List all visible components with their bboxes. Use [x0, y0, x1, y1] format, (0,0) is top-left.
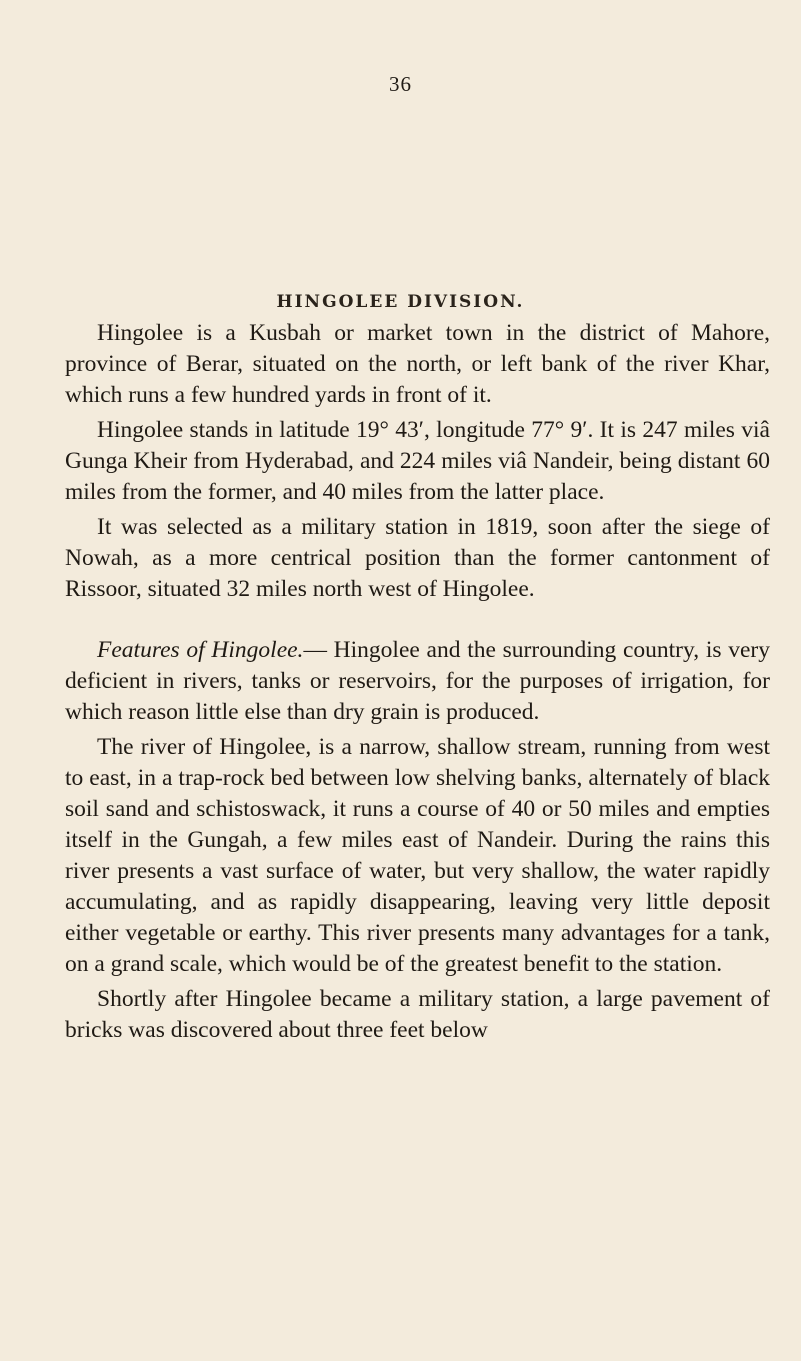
paragraph-location-text: Hingolee stands in latitude 19° 43′, longitude 77° 9′. It is 247 miles viâ Gunga Kheir from Hyderabad, and 224 miles viâ Nandeir, being distant 60 miles from the former, and 40 miles from the latter place.: [65, 417, 770, 505]
paragraph-bricks: [65, 984, 770, 1046]
body-text: [65, 318, 770, 1050]
paragraph-intro-text: Hingolee is a Kusbah or market town in the district of Mahore, province of Berar, situated on the north, or left bank of the river Khar, which runs a few hundred yards in front of it.: [65, 320, 770, 408]
paragraph-features: [65, 635, 770, 728]
paragraph-features-lead: Features of Hingolee.: [97, 637, 304, 663]
paragraph-history-text: It was selected as a military station in 1819, soon after the siege of Nowah, as a more centrical position than the former cantonment of Rissoor, situated 32 miles north west of Hingolee.: [65, 514, 770, 602]
section-heading: HINGOLEE DIVISION.: [276, 292, 525, 312]
paragraph-history: [65, 512, 770, 605]
paragraph-location: [65, 415, 770, 508]
paragraph-river: [65, 732, 770, 980]
paragraph-bricks-text: Shortly after Hingolee became a military station, a large pavement of bricks was discovered about three feet below: [65, 986, 770, 1043]
paragraph-river-text: The river of Hingolee, is a narrow, shallow stream, running from west to east, in a trap-rock bed between low shelving banks, alternately of black soil sand and schistoswack, it runs a course of 40 or 50 miles and empties itself in the Gungah, a few miles east of Nandeir. During the rains this river presents a vast surface of water, but very shallow, the water rapidly accumulating, and as rapidly disappearing, leaving very little deposit either vegetable or earthy. This river presents many advantages for a tank, on a grand scale, which would be of the greatest benefit to the station.: [65, 734, 770, 977]
page-number: 36: [389, 72, 412, 96]
paragraph-features-text: — Hingolee and the surrounding country, is very deficient in rivers, tanks or reservoirs, for the purposes of irrigation, for which reason little else than dry grain is produced.: [65, 637, 770, 725]
paragraph-intro: [65, 318, 770, 411]
